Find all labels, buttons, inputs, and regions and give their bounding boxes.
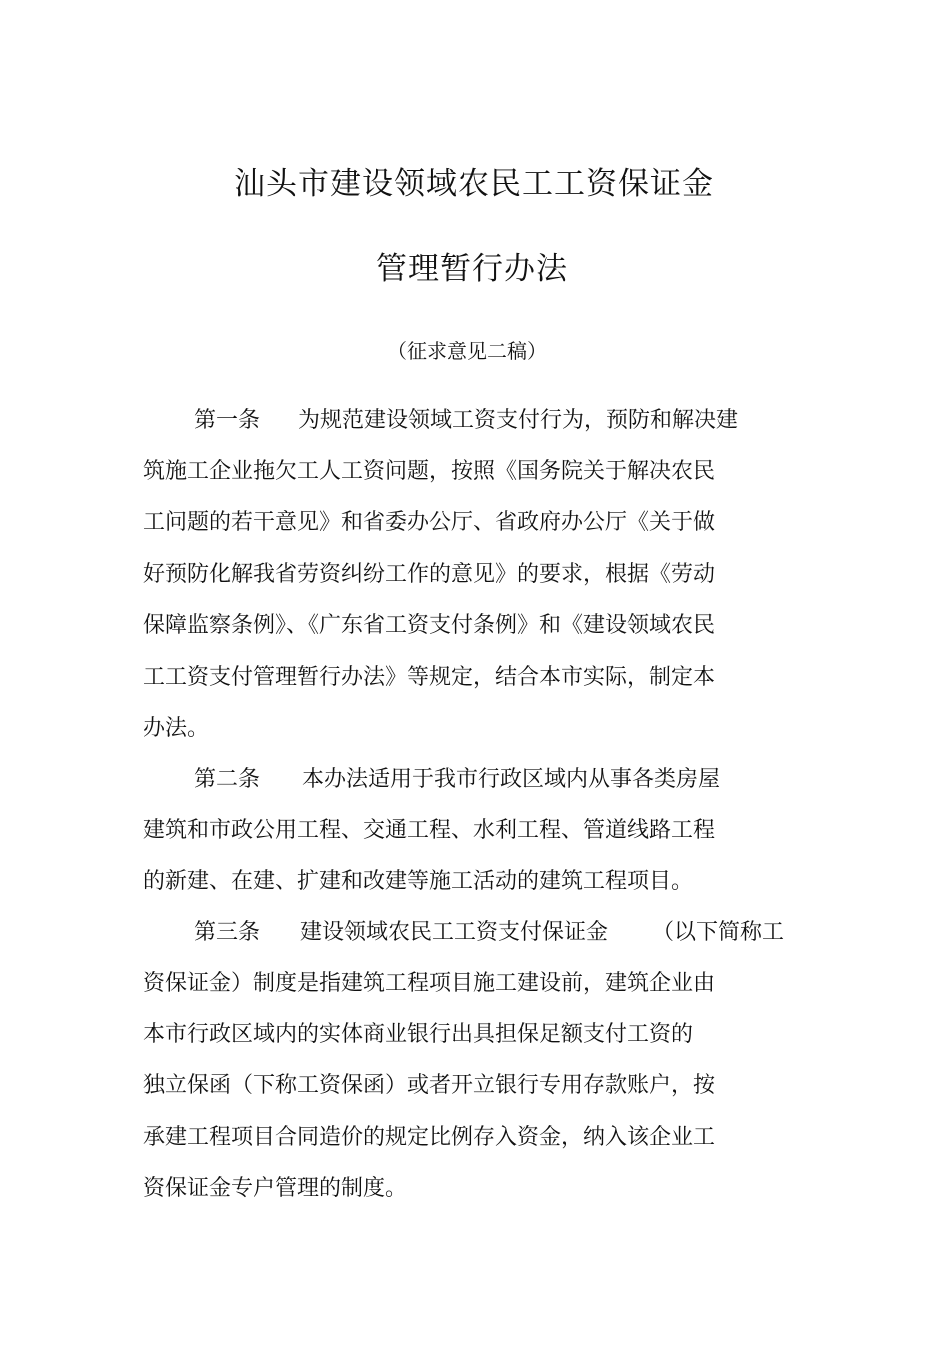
article-1-line-7: 办法。 xyxy=(143,716,210,741)
article-3-line-1b: （以下简称工 xyxy=(652,920,785,945)
article-3-line-4: 独立保函（下称工资保函）或者开立银行专用存款账户，按 xyxy=(143,1073,716,1098)
subtitle: （征求意见二稿） xyxy=(387,339,547,363)
article-3-line-1: 建设领域农民工工资支付保证金 xyxy=(300,920,609,945)
article-1-line-1: 为规范建设领域工资支付行为，预防和解决建 xyxy=(298,408,739,433)
article-1-label: 第一条 xyxy=(194,408,261,433)
article-3-label: 第三条 xyxy=(194,920,261,945)
article-1-line-4: 好预防化解我省劳资纠纷工作的意见》的要求，根据《劳动 xyxy=(143,562,716,587)
article-1-line-5: 保障监察条例》、《广东省工资支付条例》和《建设领域农民 xyxy=(143,613,716,638)
article-1-line-6: 工工资支付管理暂行办法》等规定，结合本市实际，制定本 xyxy=(143,665,716,690)
title-line-1: 汕头市建设领域农民工工资保证金 xyxy=(234,166,714,202)
article-3-line-2: 资保证金）制度是指建筑工程项目施工建设前，建筑企业由 xyxy=(143,971,716,996)
article-3-line-6: 资保证金专户管理的制度。 xyxy=(143,1176,408,1201)
article-2-line-2: 建筑和市政公用工程、交通工程、水利工程、管道线路工程 xyxy=(143,818,716,843)
article-3-line-5: 承建工程项目合同造价的规定比例存入资金，纳入该企业工 xyxy=(143,1125,716,1150)
article-2-line-1: 本办法适用于我市行政区域内从事各类房屋 xyxy=(302,767,721,792)
article-2-line-3: 的新建、在建、扩建和改建等施工活动的建筑工程项目。 xyxy=(143,869,694,894)
title-line-2: 管理暂行办法 xyxy=(376,251,568,287)
article-1-line-3: 工问题的若干意见》和省委办公厅、省政府办公厅《关于做 xyxy=(143,510,716,535)
article-2-label: 第二条 xyxy=(194,767,261,792)
article-1-line-2: 筑施工企业拖欠工人工资问题，按照《国务院关于解决农民 xyxy=(143,459,716,484)
article-3-line-3: 本市行政区域内的实体商业银行出具担保足额支付工资的 xyxy=(143,1022,694,1047)
